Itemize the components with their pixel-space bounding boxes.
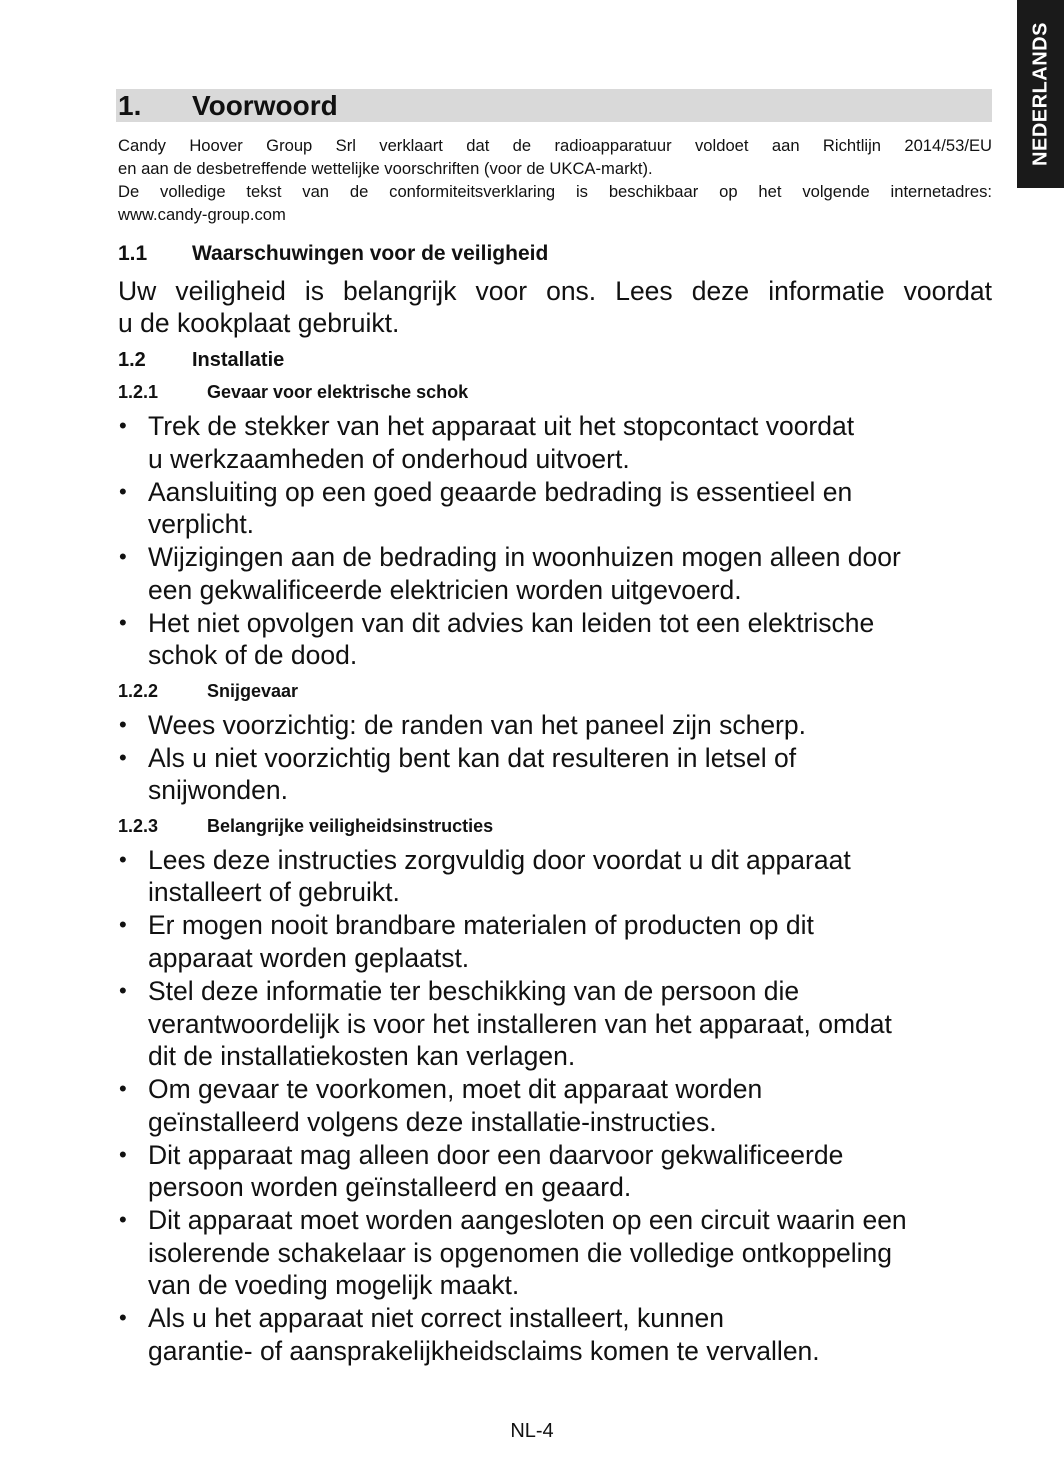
subsection-heading-1-2-1 [118,380,992,404]
intro-line: De volledige tekst van de conformiteitsverklaring is beschikbaar op het volgende internetadres: [118,182,992,201]
lead-line: Uw veiligheid is belangrijk voor ons. Lees deze informatie voordat [118,276,992,306]
electric-shock-list [118,410,992,672]
intro-line: en aan de desbetreffende wettelijke voorschriften (voor de UKCA-markt). [118,159,653,178]
subsection-heading-1-2-3 [118,814,992,838]
lead-line: u de kookplaat gebruikt. [118,308,400,338]
subsection-heading-1-2 [118,347,992,373]
cutting-hazard-list [118,709,992,807]
intro-url: www.candy-group.com [118,205,286,224]
list-item: • Wees voorzichtig: de randen van het paneel zijn scherp. [118,709,992,742]
list-item: • Lees deze instructies zorgvuldig door voordat u dit apparaat installeert of gebruikt. [118,844,992,909]
list-item: • Stel deze informatie ter beschikking van de persoon die verantwoordelijk is voor het installeren van het apparaat, omdat dit de installatiekosten kan verlagen. [118,975,992,1073]
language-tab [1017,0,1064,188]
subsection-title: Gevaar voor elektrische schok [207,382,469,402]
list-item: • Als u het apparaat niet correct installeert, kunnen garantie- of aansprakelijkheidsclaims komen te vervallen. [118,1302,992,1367]
section-heading-voorwoord [116,89,992,122]
intro-paragraph [118,134,992,226]
list-item: • Om gevaar te voorkomen, moet dit apparaat worden geïnstalleerd volgens deze installatie-instructies. [118,1073,992,1138]
subsection-title: Installatie [192,349,285,371]
subsection-number: 1.2 [118,349,146,371]
intro-line: Candy Hoover Group Srl verklaart dat de radioapparatuur voldoet aan Richtlijn 2014/53/EU [118,136,992,155]
subsection-heading-1-1 [118,241,992,267]
list-item: • Het niet opvolgen van dit advies kan leiden tot een elektrische schok of de dood. [118,607,992,672]
list-item: • Wijzigingen aan de bedrading in woonhuizen mogen alleen door een gekwalificeerde elektricien worden uitgevoerd. [118,541,992,606]
safety-lead-paragraph [118,275,992,339]
safety-instructions-list [118,844,992,1368]
section-number: 1. [118,89,142,121]
subsection-heading-1-2-2 [118,679,992,703]
list-item: • Dit apparaat moet worden aangesloten op een circuit waarin een isolerende schakelaar is opgenomen die volledige ontkoppeling van de voeding mogelijk maakt. [118,1204,992,1302]
subsection-title: Snijgevaar [207,680,299,701]
list-item: • Er mogen nooit brandbare materialen of producten op dit apparaat worden geplaatst. [118,909,992,974]
language-tab-label: NEDERLANDS [1029,22,1051,166]
list-item: • Als u niet voorzichtig bent kan dat resulteren in letsel of snijwonden. [118,742,992,807]
subsection-number: 1.1 [118,242,148,265]
list-item: • Dit apparaat mag alleen door een daarvoor gekwalificeerde persoon worden geïnstalleerd en geaard. [118,1139,992,1204]
subsection-number: 1.2.2 [118,680,159,701]
subsection-number: 1.2.3 [118,815,159,836]
section-title: Voorwoord [192,89,338,121]
list-item: • Trek de stekker van het apparaat uit het stopcontact voordat u werkzaamheden of onderhoud uitvoert. [118,410,992,475]
subsection-number: 1.2.1 [118,382,159,402]
subsection-title: Belangrijke veiligheidsinstructies [207,815,494,836]
page-content [118,89,992,1368]
page-number: NL-4 [510,1420,554,1442]
list-item: • Aansluiting op een goed geaarde bedrading is essentieel en verplicht. [118,476,992,541]
subsection-title: Waarschuwingen voor de veiligheid [192,242,549,265]
